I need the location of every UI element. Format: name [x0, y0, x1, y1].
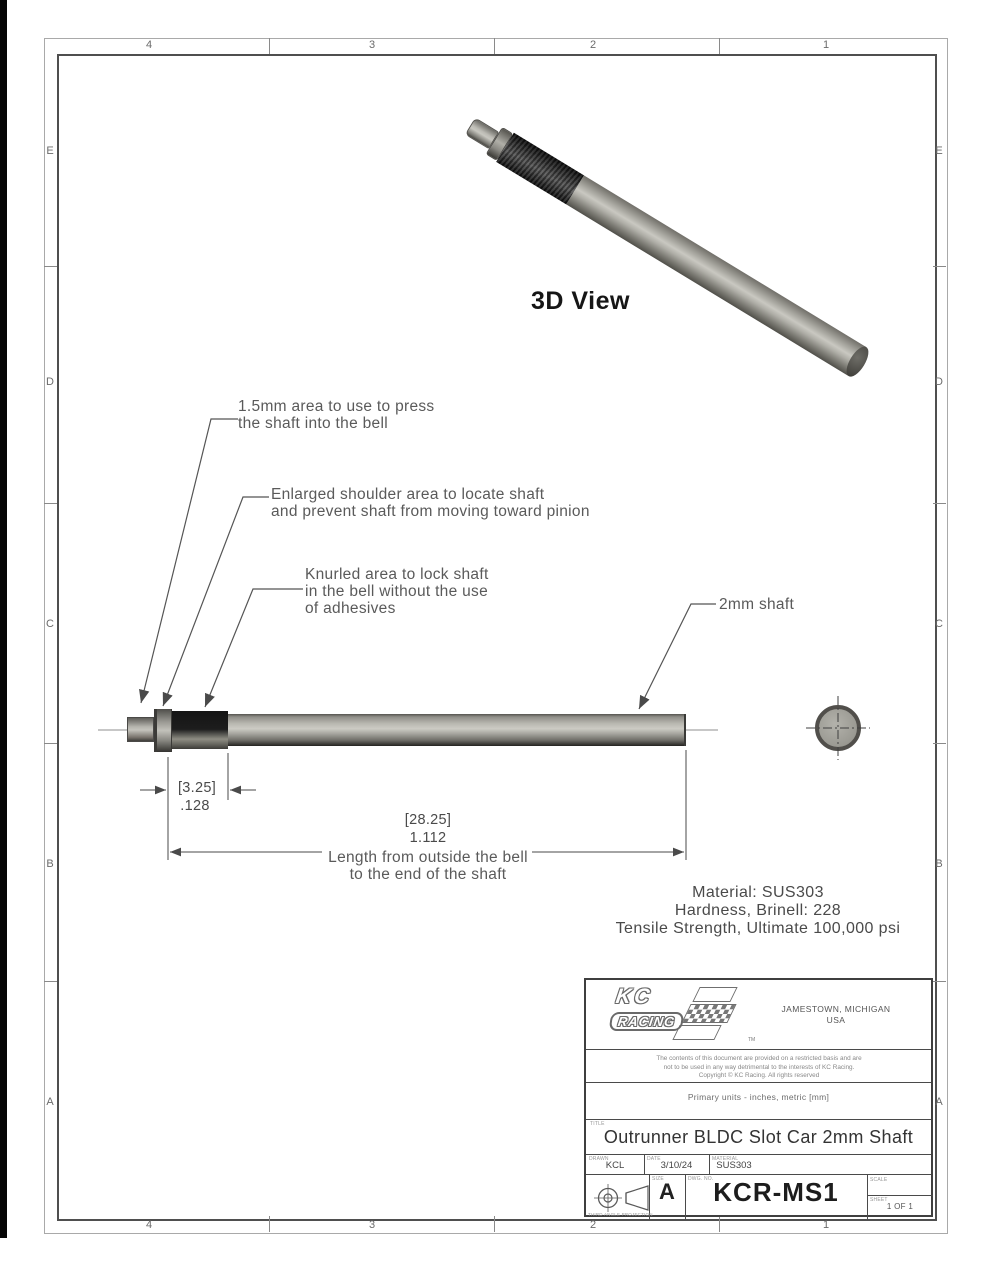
- sheet-label: SHEET: [870, 1197, 888, 1203]
- note-line: and prevent shaft from moving toward pinion: [271, 503, 590, 520]
- zone-label-bottom: 2: [589, 1219, 597, 1231]
- logo-text-kc: KC: [614, 985, 655, 1008]
- note-line: Knurled area to lock shaft: [305, 566, 489, 583]
- disclaimer-line: not to be used in any way detrimental to the interests of KC Racing.: [663, 1063, 855, 1071]
- logo-tm: TM: [748, 1037, 756, 1043]
- zone-label-left: E: [46, 145, 54, 157]
- zone-label-bottom: 4: [145, 1219, 153, 1231]
- note-line: 1.5mm area to use to press: [238, 398, 435, 415]
- title-block: [584, 978, 933, 1217]
- dim-length-metric: [28.25]: [404, 812, 452, 828]
- zone-label-bottom: 1: [822, 1219, 830, 1231]
- checkered-flag-icon: [692, 987, 737, 1002]
- sheet-value: 1 OF 1: [886, 1202, 914, 1211]
- zone-label-right: B: [935, 858, 943, 870]
- tb-divider: [586, 1154, 931, 1155]
- tb-divider: [586, 1119, 931, 1120]
- material-note: [616, 884, 901, 938]
- note-line: Enlarged shoulder area to locate shaft: [271, 486, 545, 503]
- material-line: Tensile Strength, Ultimate 100,000 psi: [615, 920, 901, 937]
- drawn-label: DRAWN: [589, 1156, 609, 1162]
- size-value: A: [659, 1179, 675, 1204]
- tb-divider: [586, 1049, 931, 1050]
- dim-knurl-inches: .128: [180, 798, 210, 814]
- logo-text-racing: RACING: [609, 1012, 685, 1031]
- note-press-area: [238, 398, 434, 432]
- zone-label-left: C: [46, 618, 54, 630]
- caption-line: Length from outside the bell: [328, 849, 528, 866]
- zone-label-bottom: 3: [368, 1219, 376, 1231]
- title-field-label: TITLE: [590, 1121, 605, 1127]
- checkered-flag-icon: [681, 1004, 736, 1023]
- scale-label: SCALE: [870, 1177, 888, 1183]
- kc-racing-logo: [610, 985, 765, 1047]
- zone-label-top: 3: [368, 39, 376, 51]
- note-shaft-diameter: 2mm shaft: [719, 596, 795, 613]
- tb-divider: [867, 1174, 868, 1219]
- projection-label: THIRD ANGLE PROJECTION: [588, 1212, 653, 1217]
- company-location: [750, 1004, 922, 1026]
- zone-label-left: B: [46, 858, 54, 870]
- material-line: Material: SUS303: [692, 884, 824, 901]
- view-3d-label: 3D View: [531, 287, 630, 315]
- note-line: the shaft into the bell: [238, 415, 388, 432]
- zone-label-left: A: [46, 1096, 54, 1108]
- tb-divider: [586, 1082, 931, 1083]
- disclaimer-line: Copyright © KC Racing. All rights reserved: [698, 1072, 820, 1080]
- disclaimer-line: The contents of this document are provided on a restricted basis and are: [656, 1055, 862, 1062]
- drawn-by-value: KCL: [605, 1160, 625, 1171]
- location-line: USA: [826, 1015, 846, 1025]
- tb-divider: [586, 1174, 931, 1175]
- dwg-no-label: DWG. NO.: [688, 1176, 714, 1182]
- note-line: in the bell without the use: [305, 583, 489, 600]
- zone-label-top: 4: [145, 39, 153, 51]
- zone-label-right: C: [935, 618, 943, 630]
- zone-label-right: A: [935, 1096, 943, 1108]
- disclaimer: [590, 1055, 928, 1081]
- drawing-title: Outrunner BLDC Slot Car 2mm Shaft: [603, 1127, 914, 1147]
- dim-length-caption: [328, 849, 528, 883]
- date-value: 3/10/24: [660, 1160, 693, 1171]
- zone-label-right: D: [935, 376, 943, 388]
- material-value: SUS303: [716, 1160, 752, 1171]
- location-line: JAMESTOWN, MICHIGAN: [781, 1004, 891, 1014]
- material-line: Hardness, Brinell: 228: [674, 902, 842, 919]
- dim-knurl-metric: [3.25]: [177, 780, 217, 796]
- size-label: SIZE: [652, 1176, 664, 1182]
- tb-divider: [867, 1195, 933, 1196]
- zone-label-top: 2: [589, 39, 597, 51]
- dim-length-inches: 1.112: [409, 830, 447, 846]
- date-label: DATE: [647, 1156, 661, 1162]
- note-line: of adhesives: [305, 600, 396, 617]
- note-knurl: [305, 566, 489, 617]
- zone-label-top: 1: [822, 39, 830, 51]
- material-label: MATERIAL: [712, 1156, 739, 1162]
- note-shoulder: [271, 486, 590, 520]
- zone-label-left: D: [46, 376, 54, 388]
- units-note: Primary units - inches, metric [mm]: [687, 1092, 830, 1102]
- caption-line: to the end of the shaft: [349, 866, 507, 883]
- zone-label-right: E: [935, 145, 943, 157]
- drawing-number: KCR-MS1: [713, 1177, 839, 1207]
